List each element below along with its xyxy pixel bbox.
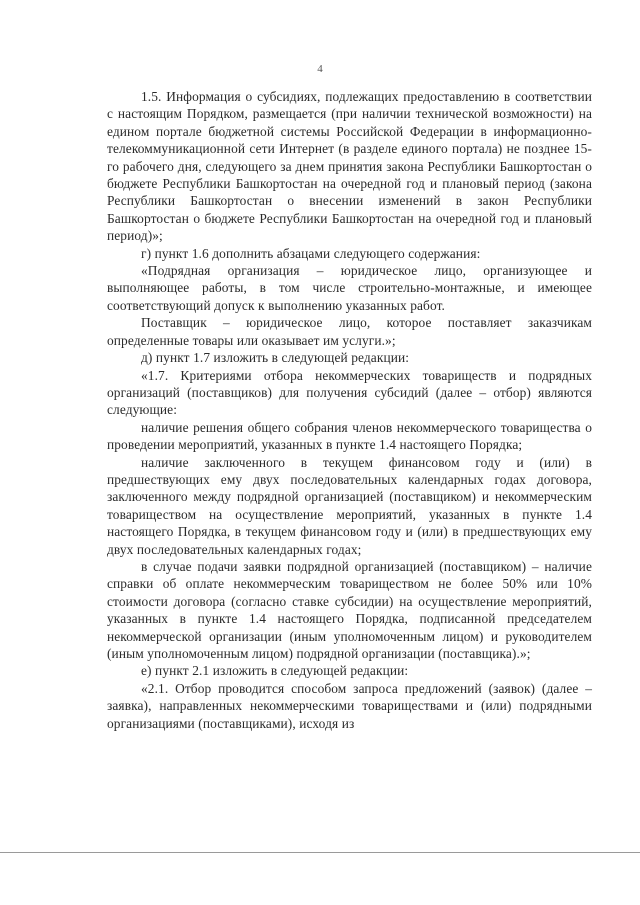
paragraph-contractor-definition: «Подрядная организация – юридическое лицо, организующее и выполняющее работы, в том числе строительно-монтажные, и имеющее соответствующий допуск к выполнению указанных работ. [107,263,592,313]
paragraph-item-g: г) пункт 1.6 дополнить абзацами следующего содержания: [141,245,481,261]
document-body [107,88,592,732]
page-number: 4 [317,63,323,75]
paragraph-criterion-decision: наличие решения общего собрания членов некоммерческого товарищества о проведении мероприятий, указанных в пункте 1.4 настоящего Порядка; [107,419,592,453]
paragraph-criterion-payment: в случае подачи заявки подрядной организацией (поставщиком) – наличие справки об оплате некоммерческим товариществом не более 50% или 10% стоимости договора (согласно ставке субсидии) на осуществление мероприятий, указанных в пункте 1.4 настоящего Порядка, подписанной председателем некоммерческой организации (иным уполномоченным лицом) и руководителем (иным уполномоченным лицом) подрядной организации (поставщика).»; [107,558,592,661]
paragraph-1-7: «1.7. Критериями отбора некоммерческих товариществ и подрядных организаций (поставщиков) для получения субсидий (далее – отбор) являются следующие: [107,367,592,418]
paragraph-1-5: 1.5. Информация о субсидиях, подлежащих предоставлению в соответствии с настоящим Порядком, размещается (при наличии технической возможности) на едином портале бюджетной системы Российской Федерации в информационно-телекоммуникационной сети Интернет (в разделе единого портала) не позднее 15-го рабочего дня, следующего за днем принятия закона Республики Башкортостан о бюджете Республики Башкортостан на очередной год и плановый период (закона Республики Башкортостан о внесении изменений в закон Республики Башкортостан о бюджете Республики Башкортостан на очередной год и плановый период)»; [107,89,592,244]
footer-divider [0,852,640,853]
paragraph-item-e: е) пункт 2.1 изложить в следующей редакции: [141,663,409,679]
paragraph-item-d: д) пункт 1.7 изложить в следующей редакции: [141,350,410,366]
paragraph-criterion-contract: наличие заключенного в текущем финансовом году и (или) в предшествующих ему двух последовательных календарных годах договора, заключенного между подрядной организацией (поставщиком) и некоммерческим товариществом на осуществление мероприятий, указанных в пункте 1.4 настоящего Порядка, в текущем финансовом году и (или) в предшествующих ему двух последовательных календарных годах; [107,454,592,557]
paragraph-supplier-definition: Поставщик – юридическое лицо, которое поставляет заказчикам определенные товары или оказывает им услуги.»; [107,315,592,348]
paragraph-2-1: «2.1. Отбор проводится способом запроса предложений (заявок) (далее – заявка), направленных некоммерческими товариществами и (или) подрядными организациями (поставщиками), исходя из [107,680,592,731]
